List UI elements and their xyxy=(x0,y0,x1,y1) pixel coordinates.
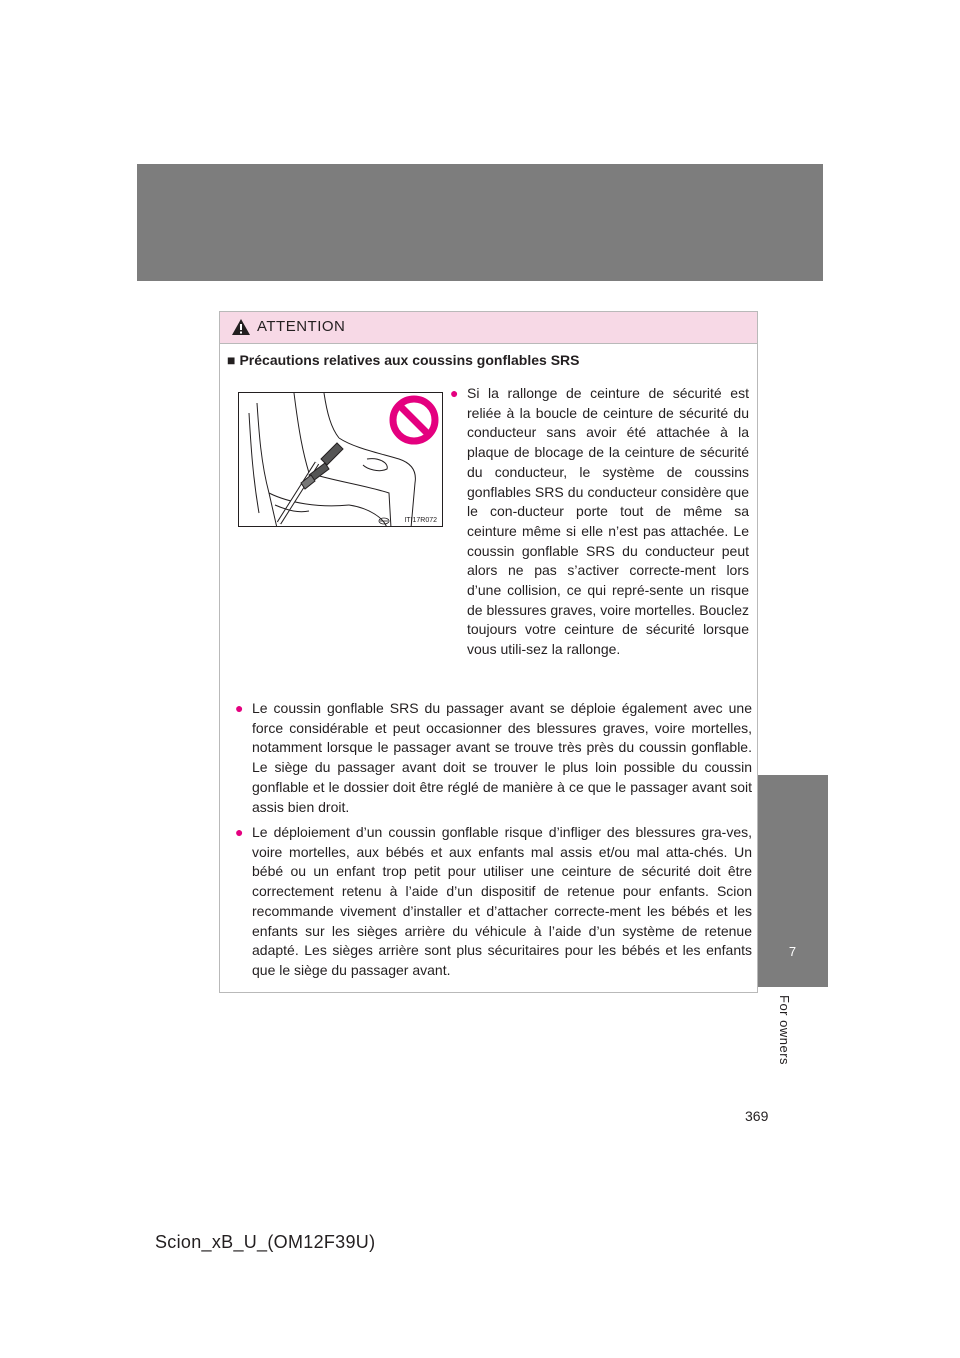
seatbelt-extender-illustration xyxy=(238,392,443,527)
prohibition-icon xyxy=(393,399,435,441)
bullet-passenger-airbag: Le coussin gonflable SRS du passager avant se déploie également avec une force considérable et peut occasionner des blessures graves, voire mortelles, notamment lorsque le passager avant se trouve très près du coussin gonflable. Le siège du passager avant doit se trouver le plus loin possible du coussin gonflable et le dossier doit être réglé de manière à ce que le passager avant soit assis bien droit. xyxy=(252,700,752,815)
attention-box xyxy=(219,311,758,993)
seated-driver-drawing xyxy=(239,393,443,527)
document-id: Scion_xB_U_(OM12F39U) xyxy=(155,1232,376,1252)
bullet-icon: ● xyxy=(235,824,244,840)
header-band xyxy=(137,164,823,281)
section-marker: ■ xyxy=(227,352,236,368)
illustration-code: ITI17R072 xyxy=(404,517,437,524)
attention-title: ATTENTION xyxy=(257,318,346,335)
bullet-extender-warning: Si la rallonge de ceinture de sécurité est reliée à la boucle de ceinture de sécurité du conducteur sans avoir été attachée à la plaque de blocage de la ceinture de sécurité du conducteur, le système de coussins gonflables SRS du conducteur considère que le con-ducteur porte tout de même sa ceinture même si elle n’est pas attachée. Le coussin gonflable SRS du conducteur peut alors ne pas s’activer correcte-ment lors d’une collision, ce qui repré-sente un risque de blessures graves, voire mortelles. Bouclez toujours votre ceinture de sécurité lorsque vous utili-sez la rallonge. xyxy=(467,385,749,658)
chapter-number: 7 xyxy=(788,944,797,959)
page-number: 369 xyxy=(745,1108,769,1124)
bullet-children-warning: Le déploiement d’un coussin gonflable risque d’infliger des blessures gra-ves, voire mortelles, aux bébés et aux enfants mal assis et/ou mal atta-chés. Un bébé ou un enfant trop petit pour utiliser une ceinture de sécurité doit être correctement retenu à l’aide d’un dispositif de retenue pour enfants. Scion recommande vivement d’installer et d’attacher correcte-ment les bébés et les enfants sur les sièges arrière du véhicule à l’aide d’un système de retenue adapté. Les sièges arrière sont plus sécuritaires pour les bébés et les enfants que le siège du passager avant. xyxy=(252,824,752,978)
chapter-label: For owners xyxy=(777,995,792,1066)
section-heading xyxy=(227,352,579,368)
section-title: Précautions relatives aux coussins gonflables SRS xyxy=(239,352,580,368)
bullet-icon: ● xyxy=(235,700,244,716)
bullet-icon: ● xyxy=(450,385,459,401)
warning-triangle-icon xyxy=(231,318,251,336)
attention-header xyxy=(220,312,757,344)
